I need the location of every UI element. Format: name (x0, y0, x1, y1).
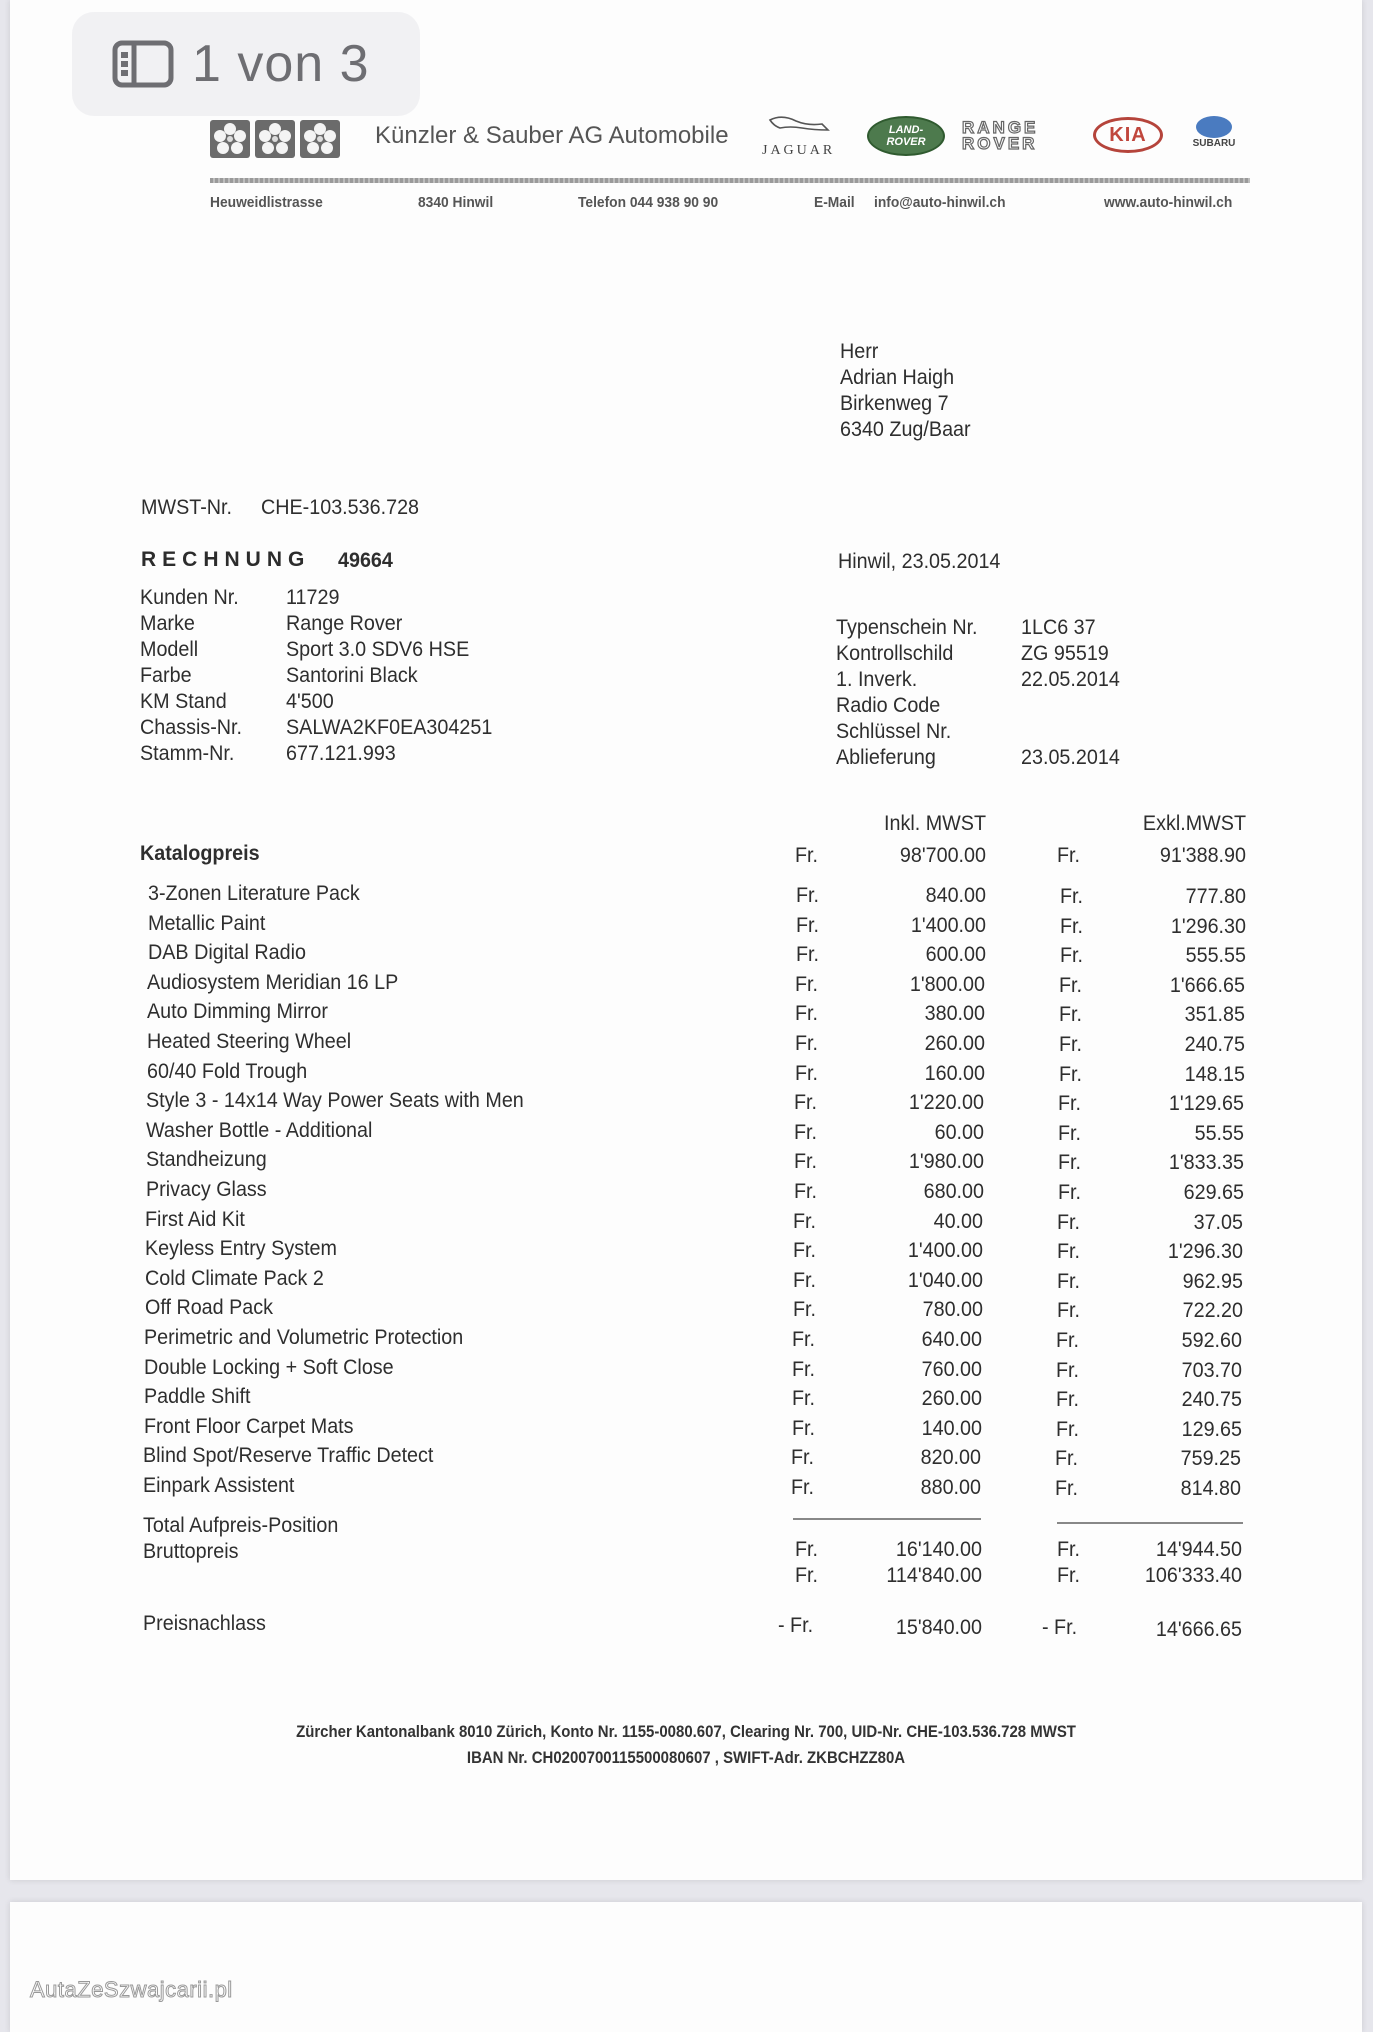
currency: Fr. (793, 1269, 817, 1292)
jaguar-logo: JAGUAR (762, 112, 834, 160)
currency: Fr. (1060, 915, 1084, 938)
invoice-place-date: Hinwil, 23.05.2014 (838, 550, 1001, 573)
range-rover-logo: RANGE ROVER (962, 118, 1039, 153)
row-label: Einpark Assistent (143, 1474, 295, 1497)
currency: Fr. (791, 1476, 815, 1499)
currency: Fr. (1056, 1329, 1080, 1352)
currency: Fr. (1058, 1122, 1082, 1145)
amount-incl: 1'400.00 (907, 1239, 983, 1262)
currency: Fr. (1057, 1538, 1081, 1561)
recipient-city: 6340 Zug/Baar (840, 418, 971, 441)
detail-label: Radio Code (836, 694, 941, 717)
company-email[interactable]: info@auto-hinwil.ch (874, 194, 1006, 211)
amount-excl: 106'333.40 (1144, 1564, 1242, 1587)
company-city: 8340 Hinwil (418, 194, 494, 211)
row-label: Blind Spot/Reserve Traffic Detect (143, 1444, 434, 1467)
amount-incl: 680.00 (923, 1180, 984, 1203)
detail-label: KM Stand (140, 690, 227, 713)
amount-incl: 60.00 (934, 1121, 984, 1144)
detail-label: Stamm-Nr. (140, 742, 235, 765)
row-label: Perimetric and Volumetric Protection (144, 1326, 464, 1349)
row-label: Privacy Glass (146, 1178, 267, 1201)
column-header-incl-vat: Inkl. MWST (884, 812, 986, 835)
currency: Fr. (795, 1032, 819, 1055)
vat-number: CHE-103.536.728 (261, 496, 420, 519)
row-label: Paddle Shift (144, 1385, 251, 1408)
row-label: Heated Steering Wheel (147, 1030, 352, 1053)
currency: Fr. (1059, 1063, 1083, 1086)
row-label: 60/40 Fold Trough (147, 1060, 308, 1083)
currency: Fr. (795, 844, 819, 867)
email-label: E-Mail (814, 194, 855, 211)
invoice-title: RECHNUNG (141, 548, 311, 571)
currency: - Fr. (1042, 1616, 1078, 1639)
kia-logo: KIA (1093, 117, 1163, 153)
subtotal-rule-excl (1057, 1522, 1243, 1524)
amount-incl: 880.00 (920, 1476, 981, 1499)
amount-incl: 140.00 (921, 1417, 982, 1440)
amount-excl: 148.15 (1184, 1063, 1245, 1086)
amount-incl: 1'040.00 (907, 1269, 983, 1292)
amount-incl: 114'840.00 (886, 1564, 982, 1587)
amount-excl: 14'666.65 (1155, 1618, 1242, 1641)
detail-label: Modell (140, 638, 199, 661)
recipient-street: Birkenweg 7 (840, 392, 949, 415)
amount-excl: 629.65 (1183, 1181, 1244, 1204)
currency: Fr. (1057, 1240, 1081, 1263)
company-phone: Telefon 044 938 90 90 (578, 194, 719, 211)
detail-value: ZG 95519 (1021, 642, 1109, 665)
detail-value: Santorini Black (286, 664, 418, 687)
amount-excl: 592.60 (1181, 1329, 1242, 1352)
watermark: AutaZeSzwajcarii.pl (30, 1977, 233, 2002)
detail-value: Range Rover (286, 612, 403, 635)
amount-incl: 640.00 (921, 1328, 982, 1351)
detail-label: Ablieferung (836, 746, 936, 769)
amount-excl: 722.20 (1182, 1299, 1243, 1322)
currency: Fr. (796, 943, 820, 966)
currency: Fr. (1057, 1270, 1081, 1293)
detail-value: SALWA2KF0EA304251 (286, 716, 493, 739)
amount-incl: 840.00 (925, 884, 986, 907)
amount-excl: 1'666.65 (1169, 974, 1245, 997)
company-website[interactable]: www.auto-hinwil.ch (1104, 194, 1233, 211)
amount-excl: 240.75 (1181, 1388, 1242, 1411)
amount-excl: 777.80 (1185, 885, 1246, 908)
vat-label: MWST-Nr. (141, 496, 233, 519)
row-label: 3-Zonen Literature Pack (148, 882, 360, 905)
amount-incl: 760.00 (921, 1358, 982, 1381)
currency: Fr. (1058, 1181, 1082, 1204)
currency: Fr. (1057, 1211, 1081, 1234)
amount-incl: 780.00 (922, 1298, 983, 1321)
currency: Fr. (1057, 1299, 1081, 1322)
amount-excl: 240.75 (1184, 1033, 1245, 1056)
amount-excl: 555.55 (1185, 944, 1246, 967)
recipient-salutation: Herr (840, 340, 879, 363)
row-label: Style 3 - 14x14 Way Power Seats with Men (146, 1089, 524, 1112)
amount-excl: 1'129.65 (1168, 1092, 1244, 1115)
currency: Fr. (1060, 944, 1084, 967)
amount-excl: 1'296.30 (1170, 915, 1246, 938)
letterhead-divider (210, 178, 1250, 183)
currency: Fr. (1055, 1477, 1079, 1500)
currency: Fr. (793, 1210, 817, 1233)
amount-incl: 260.00 (921, 1387, 982, 1410)
currency: Fr. (794, 1121, 818, 1144)
detail-label: Schlüssel Nr. (836, 720, 952, 743)
currency: Fr. (1057, 844, 1081, 867)
recipient-name: Adrian Haigh (840, 366, 955, 389)
row-label: Preisnachlass (143, 1612, 266, 1635)
amount-incl: 1'980.00 (908, 1150, 984, 1173)
amount-excl: 351.85 (1184, 1003, 1245, 1026)
currency: Fr. (792, 1417, 816, 1440)
amount-incl: 16'140.00 (895, 1538, 982, 1561)
detail-label: Farbe (140, 664, 192, 687)
currency: Fr. (792, 1387, 816, 1410)
currency: Fr. (793, 1298, 817, 1321)
sidebar-icon (112, 40, 174, 88)
subaru-logo: SUBARU (1180, 116, 1248, 149)
currency: Fr. (794, 1150, 818, 1173)
amount-excl: 91'388.90 (1159, 844, 1246, 867)
detail-value: 23.05.2014 (1021, 746, 1120, 769)
row-label: DAB Digital Radio (148, 941, 306, 964)
column-header-excl-vat: Exkl.MWST (1142, 812, 1246, 835)
amount-excl: 814.80 (1180, 1477, 1241, 1500)
row-label: Cold Climate Pack 2 (145, 1267, 324, 1290)
amount-incl: 380.00 (924, 1002, 985, 1025)
invoice-number: 49664 (338, 549, 393, 572)
row-label: Off Road Pack (145, 1296, 274, 1319)
amount-incl: 98'700.00 (899, 844, 986, 867)
amount-incl: 600.00 (925, 943, 986, 966)
row-label: Washer Bottle - Additional (146, 1119, 373, 1142)
bank-details-line-1: Zürcher Kantonalbank 8010 Zürich, Konto Nr. 1155-0080.607, Clearing Nr. 700, UID-Nr. CHE-103.536.728 MWST (296, 1722, 1076, 1741)
row-label: Auto Dimming Mirror (147, 1000, 328, 1023)
currency: Fr. (1056, 1359, 1080, 1382)
detail-label: Marke (140, 612, 195, 635)
currency: Fr. (1058, 1151, 1082, 1174)
amount-excl: 759.25 (1180, 1447, 1241, 1470)
amount-excl: 129.65 (1181, 1418, 1242, 1441)
page-indicator-label: 1 von 3 (192, 35, 370, 93)
currency: Fr. (795, 1002, 819, 1025)
currency: Fr. (1057, 1564, 1081, 1587)
amount-incl: 260.00 (924, 1032, 985, 1055)
currency: Fr. (1059, 974, 1083, 997)
detail-label: Typenschein Nr. (836, 616, 978, 639)
company-name: Künzler & Sauber AG Automobile (375, 122, 729, 149)
currency: Fr. (1056, 1418, 1080, 1441)
currency: Fr. (794, 1091, 818, 1114)
page-indicator[interactable] (72, 12, 420, 116)
currency: Fr. (791, 1446, 815, 1469)
row-label: Katalogpreis (140, 842, 260, 865)
company-logo (210, 120, 340, 158)
detail-label: Kunden Nr. (140, 586, 239, 609)
currency: Fr. (1059, 1033, 1083, 1056)
amount-incl: 15'840.00 (895, 1616, 982, 1639)
amount-incl: 40.00 (933, 1210, 983, 1233)
amount-excl: 37.05 (1193, 1211, 1243, 1234)
document-page-2 (10, 1902, 1362, 2032)
amount-incl: 820.00 (920, 1446, 981, 1469)
amount-incl: 160.00 (924, 1062, 985, 1085)
document-page-1 (10, 0, 1362, 1880)
amount-excl: 14'944.50 (1155, 1538, 1242, 1561)
currency: Fr. (795, 1564, 819, 1587)
row-label: Front Floor Carpet Mats (144, 1415, 354, 1438)
row-label: Audiosystem Meridian 16 LP (147, 971, 399, 994)
amount-incl: 1'800.00 (909, 973, 985, 996)
currency: Fr. (1058, 1092, 1082, 1115)
currency: Fr. (796, 884, 820, 907)
row-label: Standheizung (146, 1148, 267, 1171)
row-label: Metallic Paint (148, 912, 266, 935)
row-label: Keyless Entry System (145, 1237, 337, 1260)
currency: Fr. (794, 1180, 818, 1203)
detail-label: 1. Inverk. (836, 668, 918, 691)
detail-value: 22.05.2014 (1021, 668, 1120, 691)
currency: Fr. (795, 1062, 819, 1085)
currency: Fr. (1055, 1447, 1079, 1470)
amount-excl: 1'833.35 (1168, 1151, 1244, 1174)
bank-details-line-2: IBAN Nr. CH0200700115500080607 , SWIFT-Adr. ZKBCHZZ80A (466, 1748, 906, 1767)
currency: Fr. (792, 1358, 816, 1381)
currency: Fr. (795, 973, 819, 996)
currency: Fr. (793, 1239, 817, 1262)
amount-incl: 1'400.00 (910, 914, 986, 937)
currency: Fr. (1059, 1003, 1083, 1026)
detail-value: 677.121.993 (286, 742, 396, 765)
amount-excl: 1'296.30 (1167, 1240, 1243, 1263)
amount-excl: 55.55 (1194, 1122, 1244, 1145)
amount-excl: 703.70 (1181, 1359, 1242, 1382)
land-rover-logo: LAND-ROVER (867, 116, 945, 156)
amount-incl: 1'220.00 (908, 1091, 984, 1114)
detail-label: Kontrollschild (836, 642, 954, 665)
detail-value: 1LC6 37 (1021, 616, 1096, 639)
company-street: Heuweidlistrasse (210, 194, 323, 211)
detail-value: 4'500 (286, 690, 334, 713)
currency: - Fr. (778, 1614, 814, 1637)
currency: Fr. (796, 914, 820, 937)
detail-value: Sport 3.0 SDV6 HSE (286, 638, 470, 661)
amount-excl: 962.95 (1182, 1270, 1243, 1293)
detail-label: Chassis-Nr. (140, 716, 243, 739)
currency: Fr. (795, 1538, 819, 1561)
row-label: First Aid Kit (145, 1208, 245, 1231)
row-label: Total Aufpreis-Position (143, 1514, 339, 1537)
row-label: Double Locking + Soft Close (144, 1356, 394, 1379)
currency: Fr. (1060, 885, 1084, 908)
row-label: Bruttopreis (143, 1540, 239, 1563)
currency: Fr. (792, 1328, 816, 1351)
currency: Fr. (1056, 1388, 1080, 1411)
subtotal-rule-incl (793, 1518, 981, 1520)
detail-value: 11729 (286, 586, 340, 609)
